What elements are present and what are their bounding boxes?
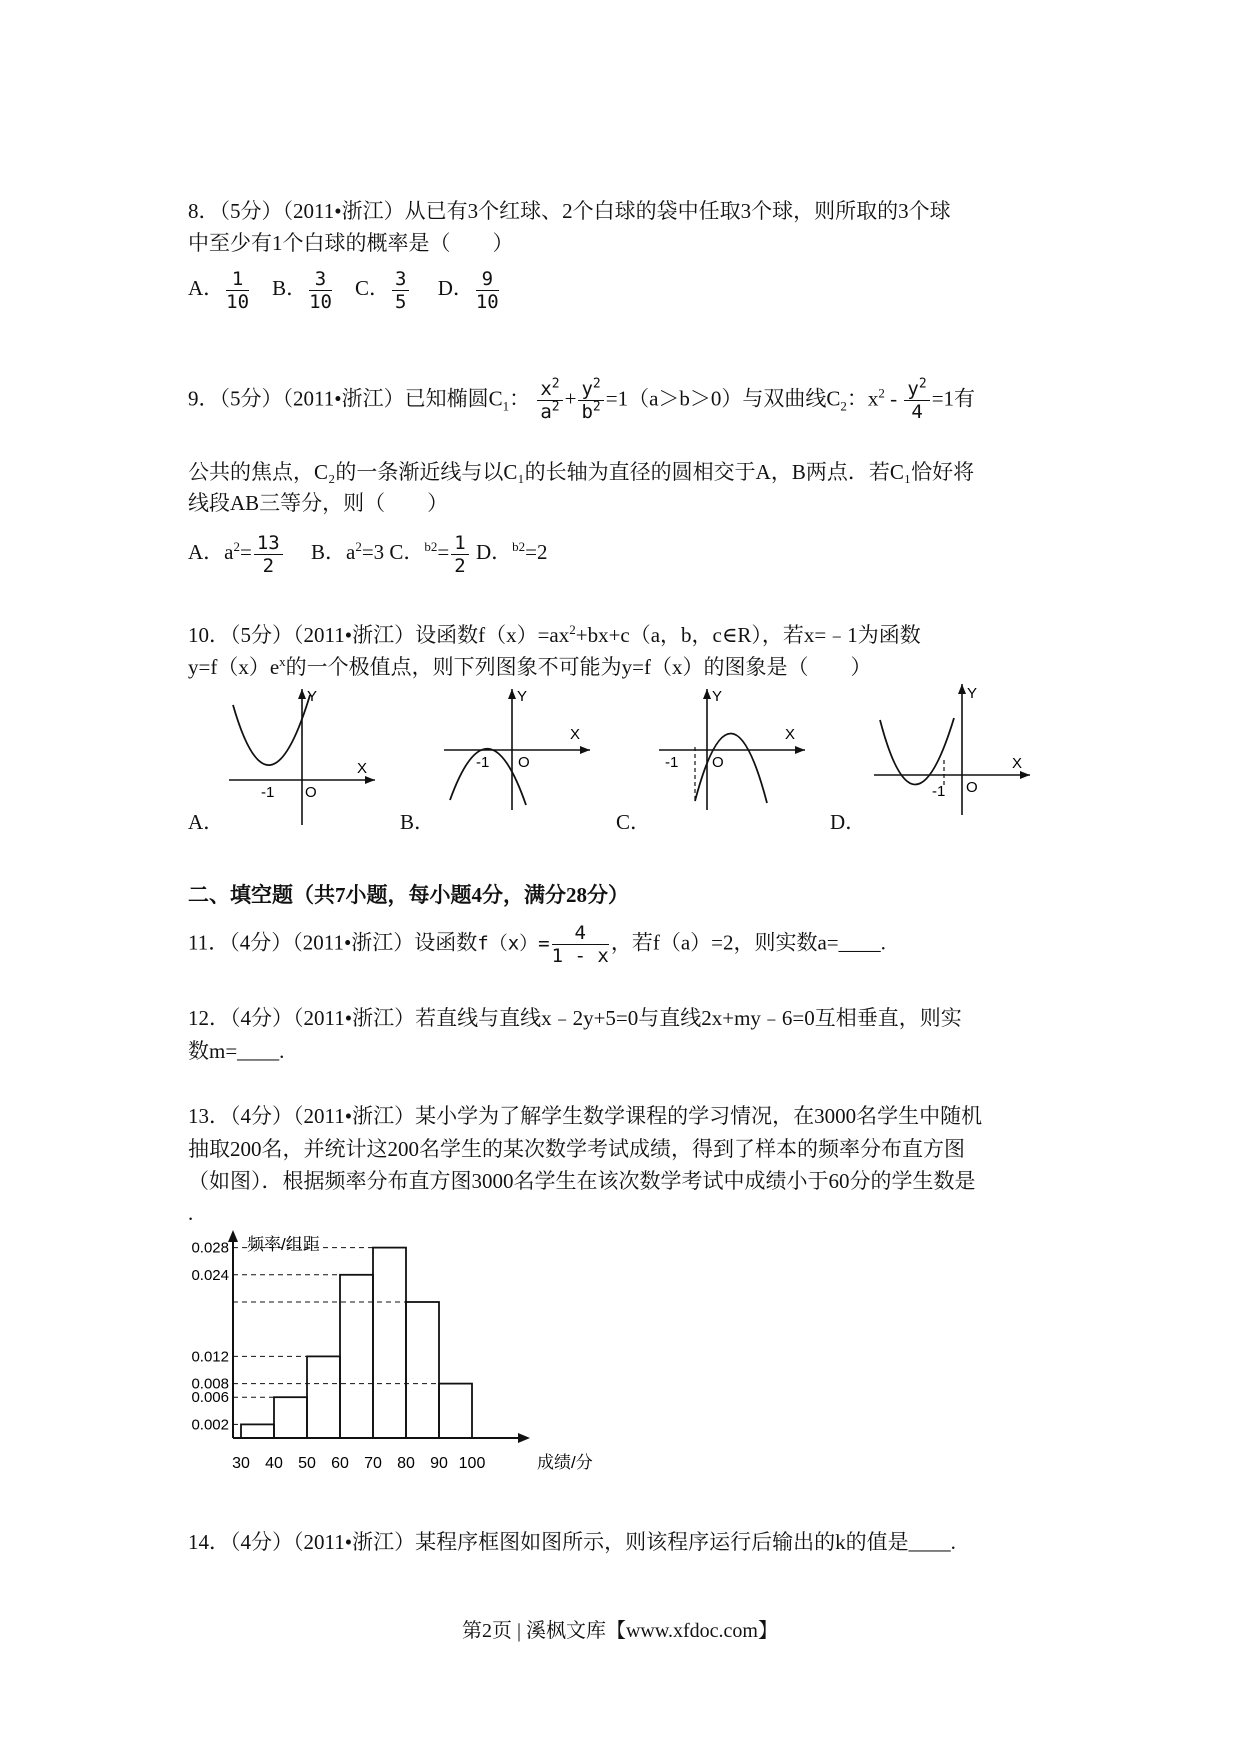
exponent: 2 <box>592 399 601 415</box>
x-axis-label: X <box>570 726 581 743</box>
y-axis-arrow-icon <box>508 689 516 699</box>
equals: = <box>240 540 252 565</box>
q9-options <box>188 532 547 577</box>
q12-line2: 数m=____. <box>188 1039 285 1063</box>
q9-line3: 线段AB三等分，则（ ） <box>188 491 449 515</box>
q11-function: f（x）= <box>477 932 550 955</box>
origin-label: O <box>966 779 978 796</box>
q9-option-c[interactable] <box>389 532 470 577</box>
y-axis-arrow-icon <box>703 689 711 699</box>
y-axis-label: Y <box>712 688 723 705</box>
exponent: 2 <box>551 376 560 392</box>
exponent: 2 <box>592 376 601 392</box>
q10-line1 <box>188 620 921 650</box>
x-tick-label: 100 <box>458 1455 486 1472</box>
plus-sign: + <box>564 386 577 411</box>
histogram-bar <box>439 1384 472 1438</box>
q10-option-b-label[interactable]: B． <box>400 810 436 834</box>
option-label: B． <box>272 276 308 301</box>
var-b: b <box>581 401 593 423</box>
exponent: 2 <box>551 399 560 415</box>
q10-line2 <box>188 652 872 682</box>
section-heading: 二、填空题（共7小题，每小题4分，满分28分） <box>188 883 629 907</box>
q11-text: ，若f（a）=2，则实数a=____. <box>610 930 886 955</box>
x-tick-label: 80 <box>397 1455 415 1472</box>
q13-line2: 抽取200名，并统计这200名学生的某次数学考试成绩，得到了样本的频率分布直方图 <box>188 1137 965 1161</box>
numerator: 4 <box>552 922 609 945</box>
numerator: 9 <box>476 268 499 291</box>
origin-label: O <box>305 784 317 801</box>
x-axis-arrow-icon <box>795 746 805 754</box>
y-axis-label: Y <box>307 688 318 705</box>
tick-label: -1 <box>932 783 946 800</box>
x-axis-label: X <box>1012 755 1023 772</box>
option-label: C． <box>389 540 425 565</box>
option-label: D． <box>475 540 513 565</box>
y-tick-label: 0.024 <box>191 1266 229 1284</box>
q9-option-d[interactable] <box>476 540 548 564</box>
y-tick-label: 0.012 <box>191 1348 229 1366</box>
q8-option-b[interactable] <box>272 268 339 313</box>
y-axis-label: Y <box>517 688 528 705</box>
q9-option-a[interactable] <box>188 532 285 577</box>
var-x: x <box>540 378 552 400</box>
x-tick-label: 90 <box>430 1455 448 1472</box>
q10-text: y=f（x）e <box>188 655 280 679</box>
origin-label: O <box>712 754 724 771</box>
q10-graph-a[interactable] <box>225 685 385 830</box>
tick-label: -1 <box>665 754 679 771</box>
histogram-bar <box>373 1248 406 1438</box>
y-tick-label: 0.006 <box>191 1389 229 1407</box>
histogram-bar <box>241 1424 274 1438</box>
tick-label: -1 <box>476 754 490 771</box>
x-axis-label: X <box>785 726 796 743</box>
histogram-bar <box>406 1302 439 1438</box>
q8-option-d[interactable] <box>437 268 501 313</box>
q9-text: =1（a＞b＞0）与双曲线C <box>605 386 841 411</box>
option-label: A．a <box>188 540 234 565</box>
equals: = <box>437 540 450 565</box>
parabola-curve <box>695 733 767 803</box>
q11-line1 <box>188 922 886 967</box>
y-tick-label: 0.002 <box>191 1416 229 1434</box>
exponent: b2 <box>512 539 526 555</box>
x-axis-arrow-icon <box>1020 771 1030 779</box>
fraction <box>451 532 468 577</box>
ellipse-x-term <box>537 378 562 423</box>
denominator: 2 <box>262 555 275 577</box>
option-value: =3 <box>361 540 385 565</box>
q9-text: 9．（5分）（2011•浙江）已知椭圆C <box>188 386 503 411</box>
q13-line3: （如图）．根据频率分布直方图3000名学生在该次数学考试中成绩小于60分的学生数是 <box>188 1169 976 1193</box>
fraction <box>254 532 283 577</box>
option-label: C． <box>354 276 390 301</box>
fraction <box>476 268 499 313</box>
q13-line1: 13．（4分）（2011•浙江）某小学为了解学生数学课程的学习情况，在3000名学生中随机 <box>188 1104 983 1128</box>
x-tick-label: 40 <box>265 1455 283 1472</box>
exponent: x <box>279 654 286 669</box>
q11-text: 11．（4分）（2011•浙江）设函数 <box>188 930 478 955</box>
q10-text: 的一个极值点，则下列图象不可能为y=f（x）的图象是（ ） <box>285 655 872 679</box>
q9-line2: 公共的焦点，C₂的一条渐近线与以C₁的长轴为直径的圆相交于A，B两点．若C₁恰好将 <box>188 460 975 484</box>
option-label: D． <box>437 276 474 301</box>
y-axis-label: 频率/组距 <box>247 1235 320 1254</box>
denominator: 5 <box>394 291 407 313</box>
q13-line4: . <box>188 1201 194 1225</box>
q9-text: =1有 <box>931 386 976 411</box>
frequency-histogram <box>185 1228 615 1478</box>
denominator: 4 <box>911 401 923 423</box>
q10-text: 10．（5分）（2011•浙江）设函数f（x）=ax <box>188 623 570 647</box>
x-tick-label: 60 <box>331 1455 349 1472</box>
origin-label: O <box>518 754 530 771</box>
q8-option-a[interactable] <box>188 268 256 313</box>
exponent: 2 <box>878 385 885 401</box>
x-axis-arrow-icon <box>365 776 375 784</box>
q10-option-c-label[interactable]: C． <box>616 810 652 834</box>
fraction <box>552 922 609 967</box>
histogram-bar <box>274 1397 307 1438</box>
q9-text: ：x <box>846 386 879 411</box>
subscript: 2 <box>840 398 847 414</box>
q10-text: +bx+c（a，b，c∈R），若x=﹣1为函数 <box>575 623 921 647</box>
q9-line1 <box>188 378 975 423</box>
ellipse-y-term <box>578 378 603 423</box>
q10-graph-b[interactable] <box>440 685 600 815</box>
q12-line1: 12．（4分）（2011•浙江）若直线与直线x﹣2y+5=0与直线2x+my﹣6=0互相垂直，则实 <box>188 1006 962 1030</box>
q8-options <box>188 268 501 313</box>
var-y: y <box>907 378 919 400</box>
y-tick-label: 0.008 <box>191 1375 229 1393</box>
x-tick-label: 70 <box>364 1455 382 1472</box>
denominator: 10 <box>475 291 499 313</box>
denominator: 2 <box>454 555 466 577</box>
numerator: 1 <box>451 532 468 555</box>
histogram-bar <box>340 1275 373 1438</box>
x-axis-label: X <box>357 760 368 777</box>
numerator: 13 <box>254 532 283 555</box>
parabola-curve <box>233 695 310 765</box>
option-label: A． <box>188 276 225 301</box>
histogram-bar <box>307 1356 340 1438</box>
q14-line1: 14．（4分）（2011•浙江）某程序框图如图所示，则该程序运行后输出的k的值是____. <box>188 1530 956 1554</box>
numerator: 3 <box>392 268 409 291</box>
q10-graph-d[interactable] <box>870 680 1040 820</box>
y-axis-arrow-icon <box>958 684 966 694</box>
y-axis-arrow-icon <box>298 689 306 699</box>
x-axis-arrow-icon <box>518 1433 530 1443</box>
denominator: 1 - x <box>551 945 609 967</box>
exponent: 2 <box>355 539 362 555</box>
option-value: =2 <box>525 540 548 565</box>
minus-sign: - <box>884 386 903 411</box>
x-tick-label: 30 <box>232 1455 250 1472</box>
y-tick-label: 0.028 <box>191 1239 229 1257</box>
exponent: 2 <box>569 622 576 637</box>
fraction <box>226 268 249 313</box>
fraction <box>309 268 332 313</box>
y-axis-label: Y <box>967 685 978 702</box>
q9-colon: ： <box>509 386 531 411</box>
exponent: b2 <box>424 539 438 555</box>
numerator: 3 <box>309 268 332 291</box>
subscript: 1 <box>502 398 510 414</box>
exponent: 2 <box>918 376 927 392</box>
denominator: 10 <box>309 291 332 313</box>
option-label: B．a <box>310 540 356 565</box>
exponent: 2 <box>233 539 240 555</box>
page-footer: 第2页 | 溪枫文库【www.xfdoc.com】 <box>461 1620 778 1642</box>
numerator: 1 <box>226 268 249 291</box>
q8-line2: 中至少有1个白球的概率是（ ） <box>188 231 514 255</box>
hyperbola-y-term <box>904 378 929 423</box>
x-tick-label: 50 <box>298 1455 316 1472</box>
y-axis-arrow-icon <box>228 1230 238 1242</box>
q10-option-d-label[interactable]: D． <box>830 810 867 834</box>
q9-option-b[interactable] <box>311 540 384 564</box>
q8-line1: 8．（5分）（2011•浙江）从已有3个红球、2个白球的袋中任取3个球，则所取的3个球 <box>188 199 951 223</box>
q8-option-c[interactable] <box>354 268 417 313</box>
q10-graph-c[interactable] <box>655 685 815 815</box>
fraction <box>392 268 409 313</box>
tick-label: -1 <box>261 784 275 801</box>
x-axis-arrow-icon <box>580 746 590 754</box>
q10-option-a-label[interactable]: A． <box>188 810 225 834</box>
denominator: 10 <box>226 291 250 313</box>
x-axis-label: 成绩/分 <box>537 1453 593 1472</box>
var-a: a <box>540 401 552 423</box>
var-y: y <box>581 378 593 400</box>
